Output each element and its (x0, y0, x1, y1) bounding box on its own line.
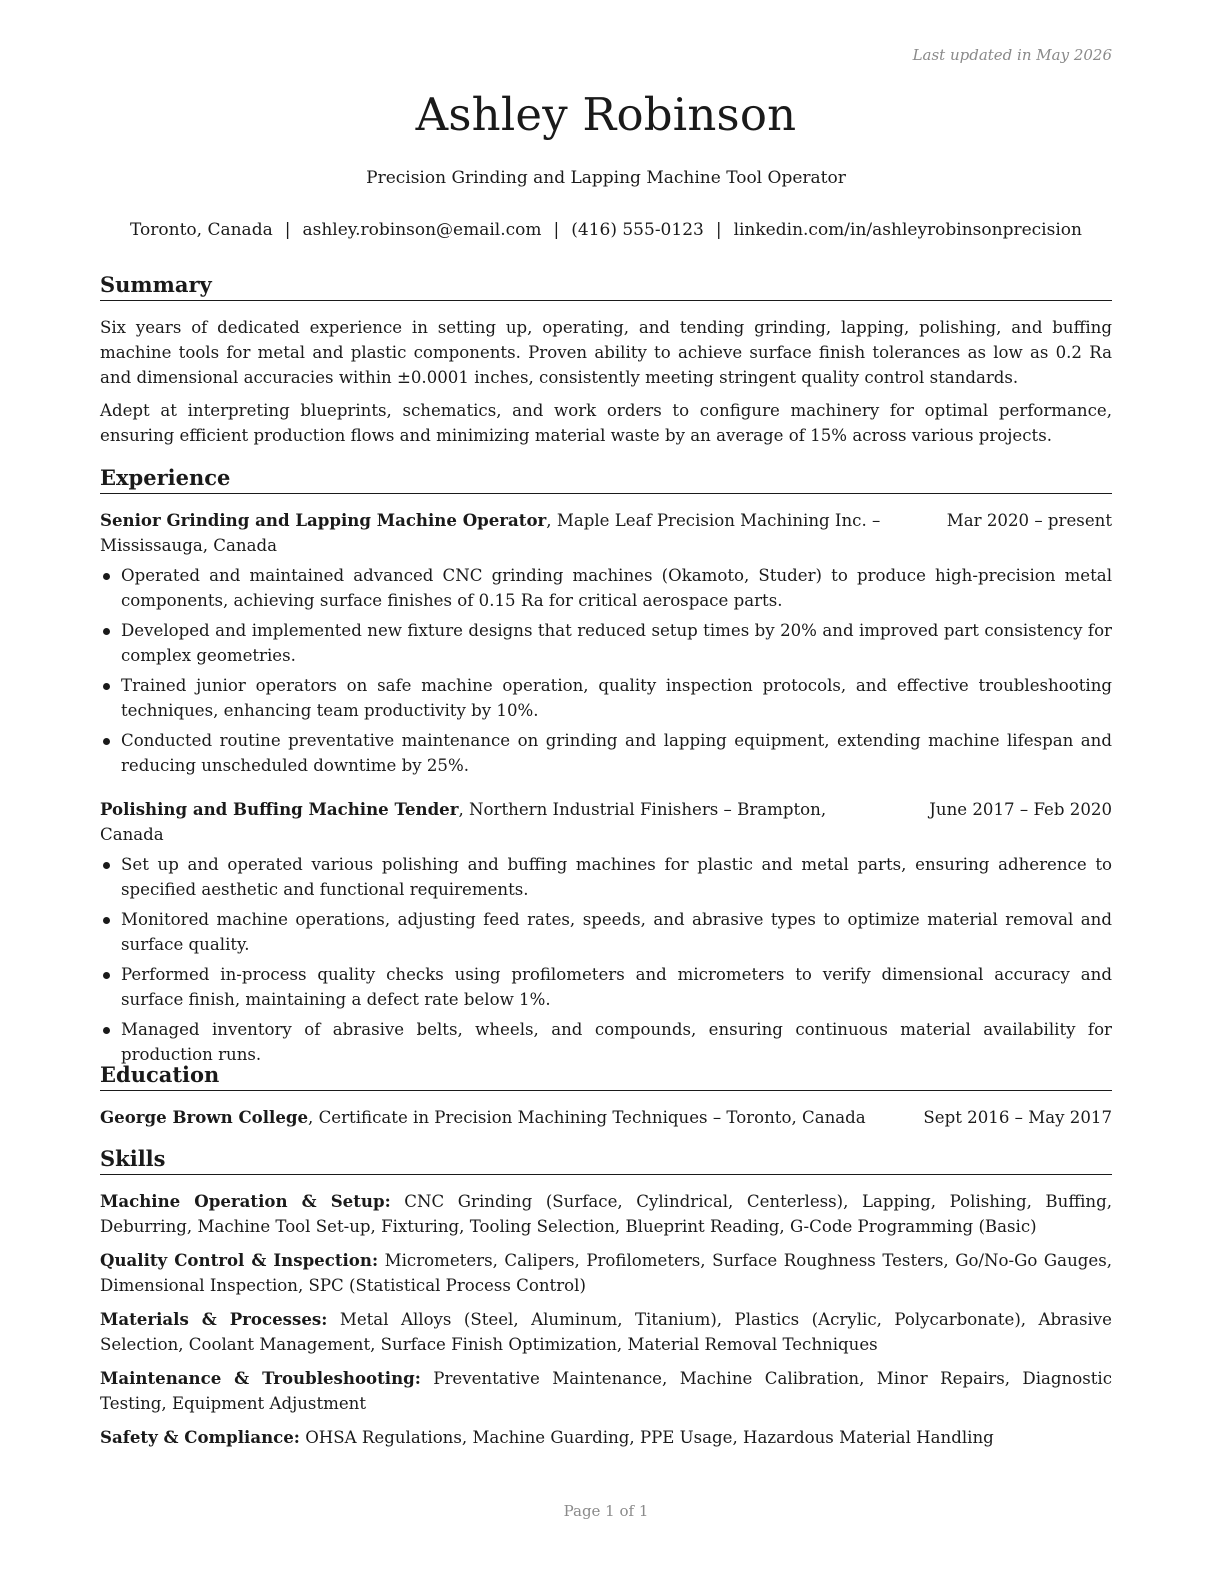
summary-paragraph: Six years of dedicated experience in setting up, operating, and tending grinding, lapping, polishing, and buffing machine tools for metal and plastic components. Proven ability to achieve surface finish tolerances as low as 0.2 Ra and dimensional accuracies within ±0.0001 inches, consistently meeting stringent quality control standards. (100, 318, 1112, 387)
contact-linkedin-link[interactable]: linkedin.com/in/ashleyrobinsonprecision (733, 220, 1082, 240)
contact-separator: | (553, 220, 560, 240)
job-company: , Maple Leaf Precision Machining Inc. – Mississauga, Canada (100, 511, 881, 555)
job-bullet (100, 673, 1112, 723)
skill-group (100, 1425, 1112, 1450)
job-bullet (100, 728, 1112, 778)
resume-page (100, 0, 1112, 1584)
job-bullet-text: Conducted routine preventative maintenance on grinding and lapping equipment, extending machine lifespan and reducing unscheduled downtime by 25%. (121, 731, 1112, 775)
candidate-name: Ashley Robinson (415, 88, 797, 141)
skill-group-items: Micrometers, Calipers, Profilometers, Surface Roughness Testers, Go/No-Go Gauges, Dimensional Inspection, SPC (Statistical Process Control) (100, 1251, 1112, 1295)
job-bullet-text: Performed in-process quality checks using profilometers and micrometers to verify dimensional accuracy and surface finish, maintaining a defect rate below 1%. (121, 965, 1112, 1009)
job-bullet (100, 907, 1112, 957)
summary-paragraph: Adept at interpreting blueprints, schematics, and work orders to configure machinery for optimal performance, ensuring efficient production flows and minimizing material waste by an average of 15% across various projects. (100, 401, 1112, 445)
job-bullet-text: Managed inventory of abrasive belts, wheels, and compounds, ensuring continuous material availability for production runs. (121, 1020, 1112, 1064)
bullet-icon (103, 862, 110, 869)
contact-separator: | (715, 220, 722, 240)
job-bullet (100, 962, 1112, 1012)
job-entry (100, 797, 1112, 1067)
job-bullet-text: Set up and operated various polishing and buffing machines for plastic and metal parts, ensuring adherence to specified aesthetic and functional requirements. (121, 855, 1112, 899)
job-bullet-text: Operated and maintained advanced CNC grinding machines (Okamoto, Studer) to produce high-precision metal components, achieving surface finishes of 0.15 Ra for critical aerospace parts. (121, 566, 1112, 610)
last-updated-note: Last updated in May 2026 (912, 46, 1112, 64)
contact-separator: | (284, 220, 291, 240)
job-entry (100, 508, 1112, 778)
section-heading-experience: Experience (100, 465, 1112, 494)
skill-group-label: Machine Operation & Setup: (100, 1191, 391, 1211)
skill-group-items: Preventative Maintenance, Machine Calibration, Minor Repairs, Diagnostic Testing, Equipment Adjustment (100, 1369, 1112, 1413)
skill-group (100, 1307, 1112, 1357)
bullet-icon (103, 628, 110, 635)
job-dates: June 2017 – Feb 2020 (929, 800, 1112, 819)
job-title: Senior Grinding and Lapping Machine Operator (100, 510, 547, 530)
page-number: Page 1 of 1 (563, 1502, 649, 1520)
job-bullet-text: Trained junior operators on safe machine operation, quality inspection protocols, and effective troubleshooting techniques, enhancing team productivity by 10%. (121, 676, 1112, 720)
section-heading-skills: Skills (100, 1146, 1112, 1175)
section-heading-summary: Summary (100, 272, 1112, 301)
job-bullet-list (100, 852, 1112, 1067)
bullet-icon (103, 972, 110, 979)
education-school: George Brown College (100, 1107, 309, 1127)
job-bullet (100, 618, 1112, 668)
education-dates: Sept 2016 – May 2017 (923, 1108, 1112, 1127)
contact-location: Toronto, Canada (130, 220, 273, 240)
education-entry (100, 1105, 1112, 1130)
skill-group (100, 1248, 1112, 1298)
bullet-icon (103, 1027, 110, 1034)
job-title: Polishing and Buffing Machine Tender (100, 799, 459, 819)
job-bullet-text: Monitored machine operations, adjusting feed rates, speeds, and abrasive types to optimize material removal and surface quality. (121, 910, 1112, 954)
contact-email-link[interactable]: ashley.robinson@email.com (302, 220, 542, 240)
section-heading-education: Education (100, 1062, 1112, 1091)
candidate-title: Precision Grinding and Lapping Machine Tool Operator (366, 168, 846, 188)
experience-section (100, 465, 1112, 1067)
skill-group-label: Materials & Processes: (100, 1309, 328, 1329)
job-header (100, 797, 1112, 847)
skill-group-label: Maintenance & Troubleshooting: (100, 1368, 421, 1388)
skill-group-label: Quality Control & Inspection: (100, 1250, 379, 1270)
bullet-icon (103, 683, 110, 690)
job-header (100, 508, 1112, 558)
job-dates: Mar 2020 – present (946, 511, 1112, 530)
job-bullet (100, 1017, 1112, 1067)
contact-line (100, 220, 1112, 240)
job-company: , Northern Industrial Finishers – Brampton, Canada (100, 800, 827, 844)
skill-group-items: OHSA Regulations, Machine Guarding, PPE Usage, Hazardous Material Handling (299, 1428, 994, 1447)
bullet-icon (103, 917, 110, 924)
education-detail: , Certificate in Precision Machining Techniques – Toronto, Canada (308, 1108, 866, 1127)
summary-section (100, 272, 1112, 448)
education-section (100, 1062, 1112, 1130)
bullet-icon (103, 573, 110, 580)
skill-group (100, 1189, 1112, 1239)
skills-section (100, 1146, 1112, 1450)
skill-group-items: CNC Grinding (Surface, Cylindrical, Centerless), Lapping, Polishing, Buffing, Deburring, Machine Tool Set-up, Fixturing, Tooling Selection, Blueprint Reading, G-Code Programming (Basic) (100, 1192, 1112, 1236)
skill-group-items: Metal Alloys (Steel, Aluminum, Titanium), Plastics (Acrylic, Polycarbonate), Abrasive Selection, Coolant Management, Surface Finish Optimization, Material Removal Techniques (100, 1310, 1112, 1354)
skill-group (100, 1366, 1112, 1416)
job-bullet (100, 852, 1112, 902)
job-bullet (100, 563, 1112, 613)
job-bullet-list (100, 563, 1112, 778)
job-bullet-text: Developed and implemented new fixture designs that reduced setup times by 20% and improved part consistency for complex geometries. (121, 621, 1112, 665)
bullet-icon (103, 738, 110, 745)
contact-phone: (416) 555-0123 (571, 220, 704, 240)
skill-group-label: Safety & Compliance: (100, 1427, 300, 1447)
